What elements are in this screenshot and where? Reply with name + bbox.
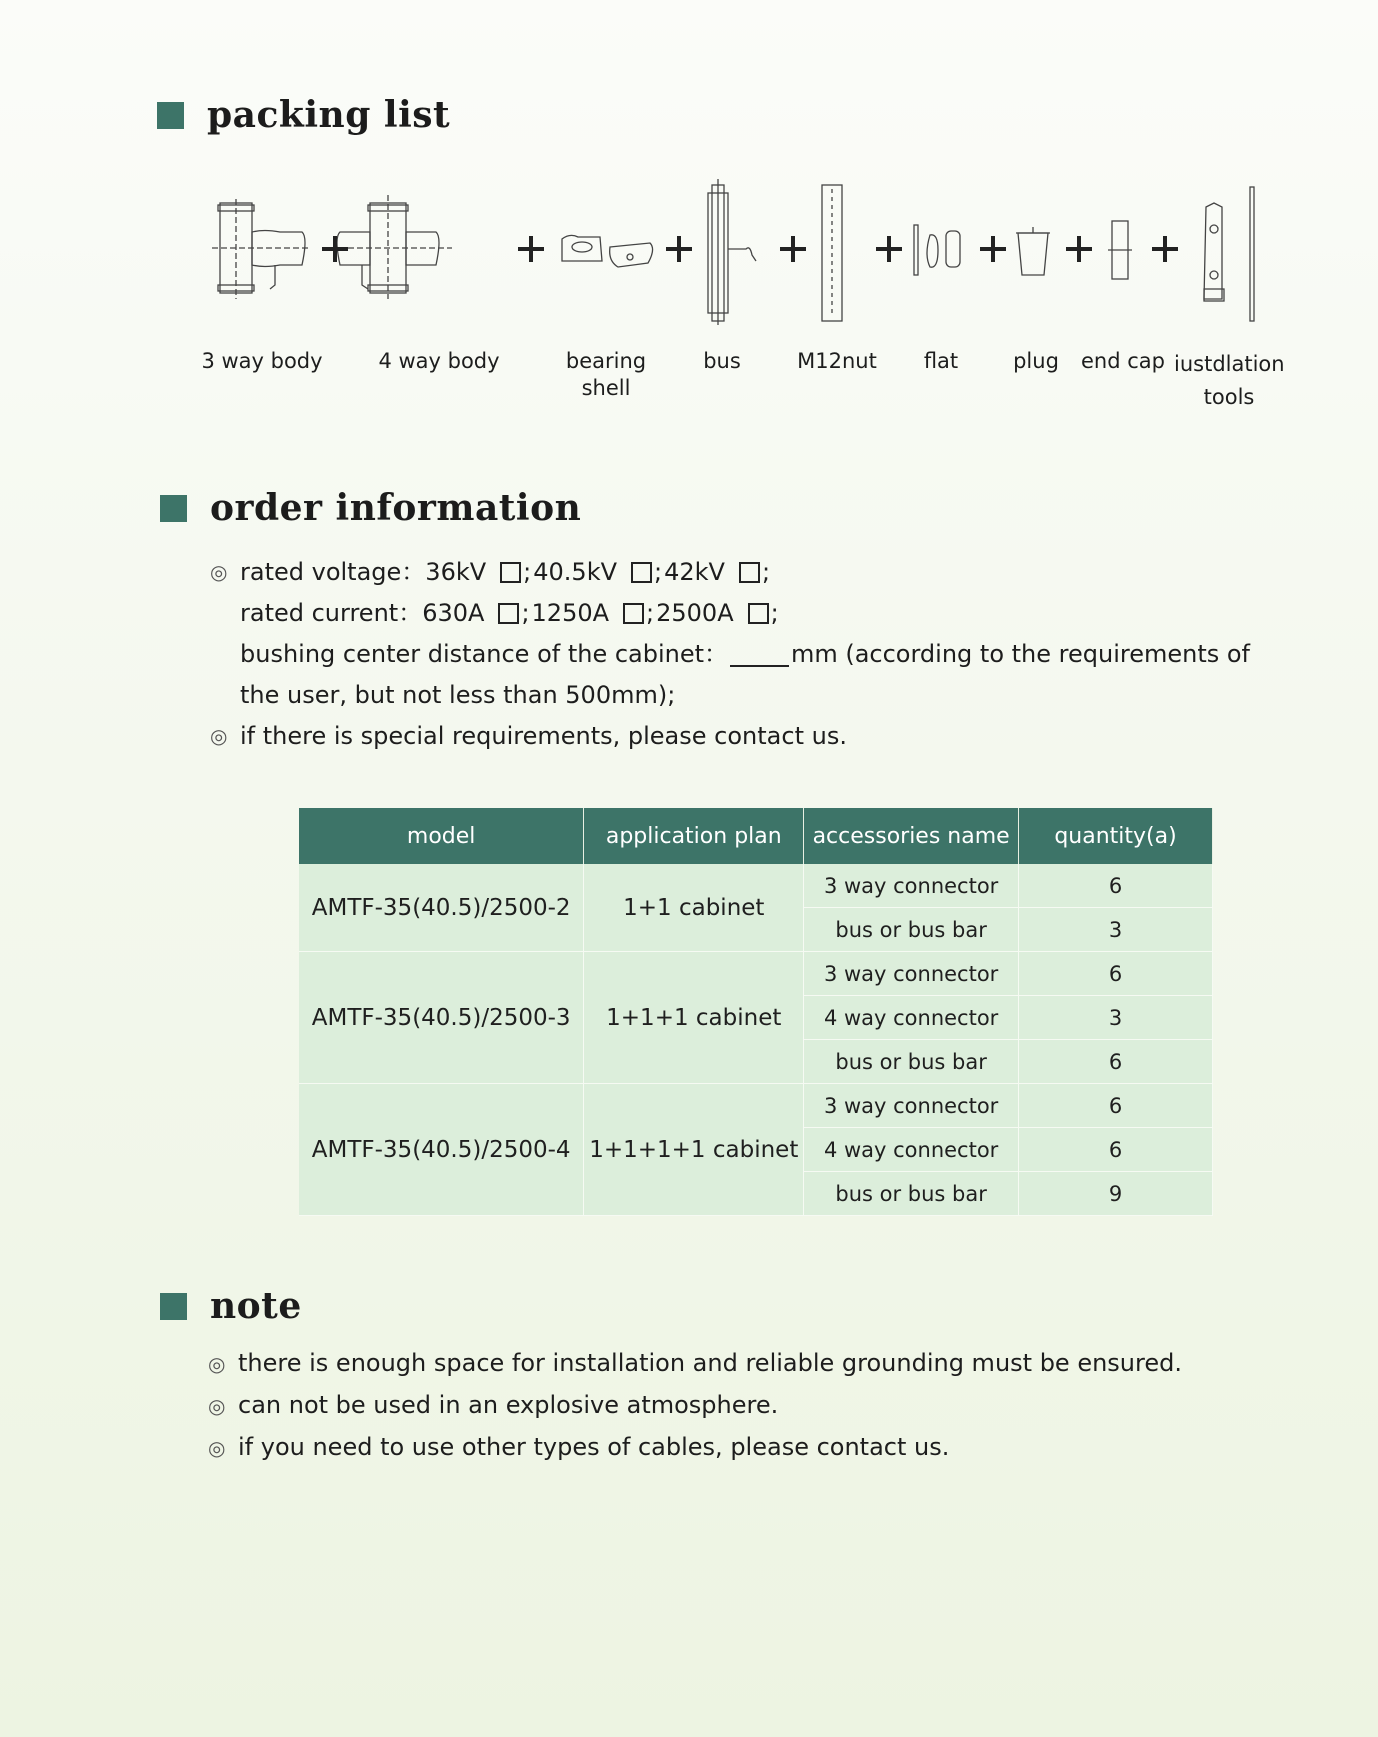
bullet-icon: ◎ — [210, 724, 228, 748]
checkbox-1250a[interactable] — [623, 603, 644, 624]
quantity-cell: 6 — [1019, 1084, 1213, 1128]
bullet-icon: ◎ — [208, 1394, 226, 1418]
model-cell: AMTF-35(40.5)/2500-2 — [299, 864, 584, 952]
bullet-icon: ◎ — [210, 560, 228, 584]
model-cell: AMTF-35(40.5)/2500-4 — [299, 1084, 584, 1216]
voltage-option: 40.5kV — [533, 558, 618, 586]
bushing-distance-suffix: mm (according to the requirements of — [790, 640, 1250, 668]
note-heading — [160, 1285, 302, 1327]
special-requirements-line — [210, 716, 1250, 757]
packing-label-4-way-body: 4 way body — [378, 349, 500, 373]
bullet-icon: ◎ — [208, 1352, 226, 1376]
section-title: packing list — [207, 94, 451, 136]
voltage-option: 36kV — [425, 558, 487, 586]
accessory-cell: 4 way connector — [804, 1128, 1019, 1172]
table-row — [299, 864, 1213, 908]
table-row — [299, 952, 1213, 996]
section-title: order information — [210, 487, 582, 529]
three-way-body-drawing — [212, 199, 310, 299]
accessory-cell: 3 way connector — [804, 864, 1019, 908]
accessory-cell: bus or bus bar — [804, 1040, 1019, 1084]
bushing-distance-line — [210, 634, 1250, 675]
quantity-cell: 6 — [1019, 864, 1213, 908]
rated-current-label: rated current： — [240, 599, 423, 627]
installation-tools-drawing — [1204, 187, 1254, 321]
packing-items-illustration — [190, 175, 1310, 415]
quantity-cell: 6 — [1019, 952, 1213, 996]
packing-label-installation-tools: iustdlation tools — [1174, 352, 1285, 409]
bushing-distance-continued — [210, 675, 1250, 716]
checkbox-2500a[interactable] — [748, 603, 769, 624]
note-item — [208, 1343, 1182, 1385]
plug-drawing — [1016, 227, 1050, 275]
note-list — [208, 1343, 1182, 1469]
plan-cell: 1+1+1+1 cabinet — [584, 1084, 804, 1216]
bus-drawing — [708, 179, 756, 325]
note-text: there is enough space for installation and reliable grounding must be ensured. — [238, 1349, 1182, 1377]
checkbox-40-5kv[interactable] — [631, 562, 652, 583]
accessory-cell: 3 way connector — [804, 952, 1019, 996]
quantity-cell: 3 — [1019, 996, 1213, 1040]
section-square-icon — [160, 495, 187, 522]
bushing-distance-cont: the user, but not less than 500mm); — [240, 681, 676, 709]
current-option: 630A — [422, 599, 485, 627]
distance-blank-field[interactable] — [730, 643, 789, 667]
packing-label-flat: flat — [923, 349, 959, 373]
model-cell: AMTF-35(40.5)/2500-3 — [299, 952, 584, 1084]
checkbox-630a[interactable] — [498, 603, 519, 624]
order-table — [299, 808, 1213, 1216]
note-item — [208, 1427, 1182, 1469]
packing-label-bearing-shell: bearing shell — [565, 349, 647, 400]
packing-drawings — [190, 175, 1310, 335]
packing-label-m12nut: M12nut — [797, 349, 877, 373]
end-cap-drawing — [1108, 221, 1132, 279]
quantity-cell: 3 — [1019, 908, 1213, 952]
rated-voltage-line: ◎ rated voltage： 36kV ; 40.5kV ; 42kV ; — [210, 552, 1250, 593]
packing-list-heading — [157, 94, 450, 136]
bullet-icon: ◎ — [208, 1436, 226, 1460]
current-option: 2500A — [656, 599, 734, 627]
rated-current-line: rated current： 630A ; 1250A ; 2500A ; — [210, 593, 1250, 634]
note-text: if you need to use other types of cables, please contact us. — [238, 1433, 950, 1461]
plan-cell: 1+1+1 cabinet — [584, 952, 804, 1084]
packing-label-plug: plug — [1013, 349, 1059, 373]
column-header-model: model — [299, 808, 584, 864]
section-square-icon — [160, 1293, 187, 1320]
column-header-application-plan: application plan — [584, 808, 804, 864]
packing-label-bus: bus — [703, 349, 741, 373]
quantity-cell: 9 — [1019, 1172, 1213, 1216]
voltage-option: 42kV — [664, 558, 725, 586]
rated-voltage-label: rated voltage： — [240, 558, 426, 586]
order-information-text — [210, 552, 1250, 757]
note-text: can not be used in an explosive atmosphere. — [238, 1391, 779, 1419]
accessory-cell: 3 way connector — [804, 1084, 1019, 1128]
quantity-cell: 6 — [1019, 1128, 1213, 1172]
quantity-cell: 6 — [1019, 1040, 1213, 1084]
column-header-accessories-name: accessories name — [804, 808, 1019, 864]
packing-label-end-cap: end cap — [1081, 349, 1165, 373]
order-information-heading — [160, 487, 581, 529]
flat-drawing — [914, 225, 960, 275]
packing-label-3-way-body: 3 way body — [201, 349, 323, 373]
checkbox-36kv[interactable] — [500, 562, 521, 583]
special-requirements-text: if there is special requirements, please contact us. — [240, 722, 847, 750]
four-way-body-drawing — [330, 195, 452, 299]
accessory-cell: bus or bus bar — [804, 1172, 1019, 1216]
section-title: note — [210, 1285, 302, 1327]
plan-cell: 1+1 cabinet — [584, 864, 804, 952]
checkbox-42kv[interactable] — [739, 562, 760, 583]
bushing-distance-label: bushing center distance of the cabinet： — [240, 640, 729, 668]
m12nut-drawing — [822, 185, 842, 321]
current-option: 1250A — [531, 599, 610, 627]
note-item — [208, 1385, 1182, 1427]
section-square-icon — [157, 102, 184, 129]
accessory-cell: 4 way connector — [804, 996, 1019, 1040]
bearing-shell-drawing — [562, 235, 653, 267]
accessory-cell: bus or bus bar — [804, 908, 1019, 952]
column-header-quantity: quantity(a) — [1019, 808, 1213, 864]
table-row — [299, 1084, 1213, 1128]
table-header-row — [299, 808, 1213, 864]
